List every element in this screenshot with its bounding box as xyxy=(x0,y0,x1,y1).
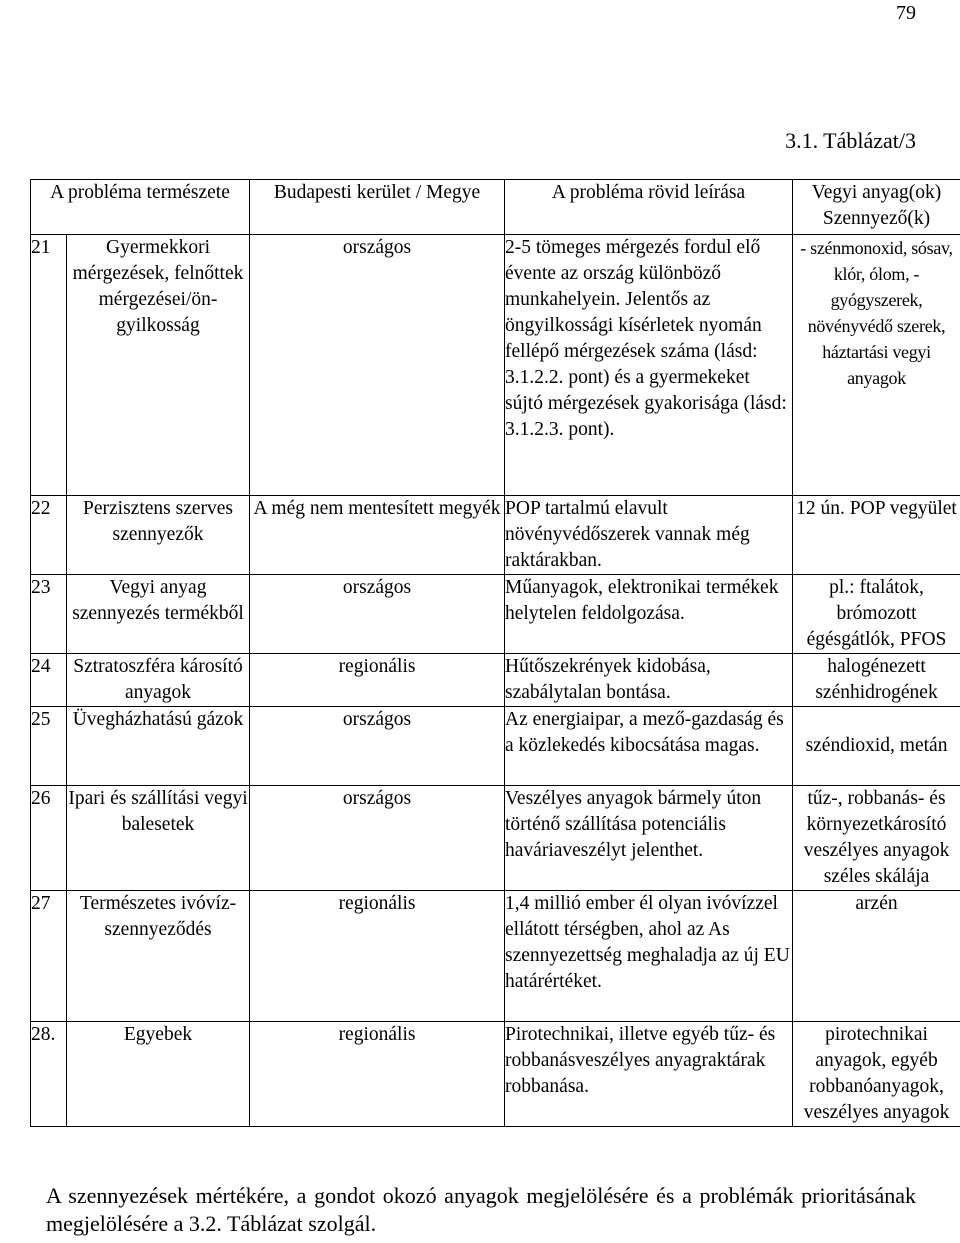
page-number: 79 xyxy=(896,2,916,24)
problem-nature-cell: Gyermekkori mérgezések, felnőttek mérgezései/ön-gyilkosság xyxy=(67,235,250,496)
problems-table xyxy=(30,179,960,1127)
table-header-row xyxy=(31,180,960,235)
row-number: 23 xyxy=(31,575,67,654)
table-row xyxy=(31,1022,960,1127)
location-cell: országos xyxy=(250,707,505,786)
table-row xyxy=(31,235,960,496)
problem-nature-cell: Sztratoszféra károsító anyagok xyxy=(67,654,250,707)
chemicals-cell: halogénezett szénhidrogének xyxy=(793,654,960,707)
chemicals-cell: 12 ún. POP vegyület xyxy=(793,496,960,575)
table-row xyxy=(31,786,960,891)
row-number: 24 xyxy=(31,654,67,707)
location-cell: regionális xyxy=(250,654,505,707)
chemicals-cell: pl.: ftalátok, brómozott égésgátlók, PFOS xyxy=(793,575,960,654)
header-chemicals: Vegyi anyag(ok) Szennyező(k) xyxy=(793,180,960,235)
description-cell: 2-5 tömeges mérgezés fordul elő évente az ország különböző munkahelyein. Jelentős az öngyilkossági kísérletek nyomán fellépő mérgezések száma (lásd: 3.1.2.2. pont) és a gyermekeket sújtó mérgezések gyakorisága (lásd: 3.1.2.3. pont). xyxy=(505,235,793,496)
chemicals-cell: széndioxid, metán xyxy=(793,707,960,786)
row-number: 22 xyxy=(31,496,67,575)
problem-nature-cell: Vegyi anyag szennyezés termékből xyxy=(67,575,250,654)
header-problem-nature: A probléma természete xyxy=(31,180,250,235)
chemicals-cell: arzén xyxy=(793,891,960,1022)
header-location: Budapesti kerület / Megye xyxy=(250,180,505,235)
description-cell: Pirotechnikai, illetve egyéb tűz- és robbanásveszélyes anyagraktárak robbanása. xyxy=(505,1022,793,1127)
table-row xyxy=(31,891,960,1022)
row-number: 28. xyxy=(31,1022,67,1127)
location-cell: országos xyxy=(250,235,505,496)
problem-nature-cell: Ipari és szállítási vegyi balesetek xyxy=(67,786,250,891)
table-row xyxy=(31,575,960,654)
row-number: 21 xyxy=(31,235,67,496)
table-title: 3.1. Táblázat/3 xyxy=(785,128,916,153)
description-cell: Az energiaipar, a mező-gazdaság és a közlekedés kibocsátása magas. xyxy=(505,707,793,786)
description-cell: Műanyagok, elektronikai termékek helytelen feldolgozása. xyxy=(505,575,793,654)
description-cell: Hűtőszekrények kidobása, szabálytalan bontása. xyxy=(505,654,793,707)
chemicals-cell: pirotechnikai anyagok, egyéb robbanóanyagok, veszélyes anyagok xyxy=(793,1022,960,1127)
location-cell: regionális xyxy=(250,1022,505,1127)
row-number: 25 xyxy=(31,707,67,786)
problem-nature-cell: Természetes ivóvíz-szennyeződés xyxy=(67,891,250,1022)
location-cell: A még nem mentesített megyék xyxy=(250,496,505,575)
footer-paragraph: A szennyezések mértékére, a gondot okozó anyagok megjelölésére és a problémák prioritásának megjelölésére a 3.2. Táblázat szolgál. xyxy=(46,1183,916,1236)
problem-nature-cell: Egyebek xyxy=(67,1022,250,1127)
problem-nature-cell: Üvegházhatású gázok xyxy=(67,707,250,786)
row-number: 27 xyxy=(31,891,67,1022)
table-row xyxy=(31,707,960,786)
description-cell: 1,4 millió ember él olyan ivóvízzel ellátott térségben, ahol az As szennyezettség meghaladja az új EU határértéket. xyxy=(505,891,793,1022)
chemicals-cell: - szénmonoxid, sósav, klór, ólom, - gyógyszerek, növényvédő szerek, háztartási vegyi anyagok xyxy=(793,235,960,496)
problem-nature-cell: Perzisztens szerves szennyezők xyxy=(67,496,250,575)
description-cell: POP tartalmú elavult növényvédőszerek vannak még raktárakban. xyxy=(505,496,793,575)
location-cell: regionális xyxy=(250,891,505,1022)
header-description: A probléma rövid leírása xyxy=(505,180,793,235)
table-row xyxy=(31,496,960,575)
table-row xyxy=(31,654,960,707)
location-cell: országos xyxy=(250,575,505,654)
description-cell: Veszélyes anyagok bármely úton történő szállítása potenciális haváriaveszélyt jelenthet. xyxy=(505,786,793,891)
location-cell: országos xyxy=(250,786,505,891)
row-number: 26 xyxy=(31,786,67,891)
chemicals-cell: tűz-, robbanás- és környezetkárosító veszélyes anyagok széles skálája xyxy=(793,786,960,891)
